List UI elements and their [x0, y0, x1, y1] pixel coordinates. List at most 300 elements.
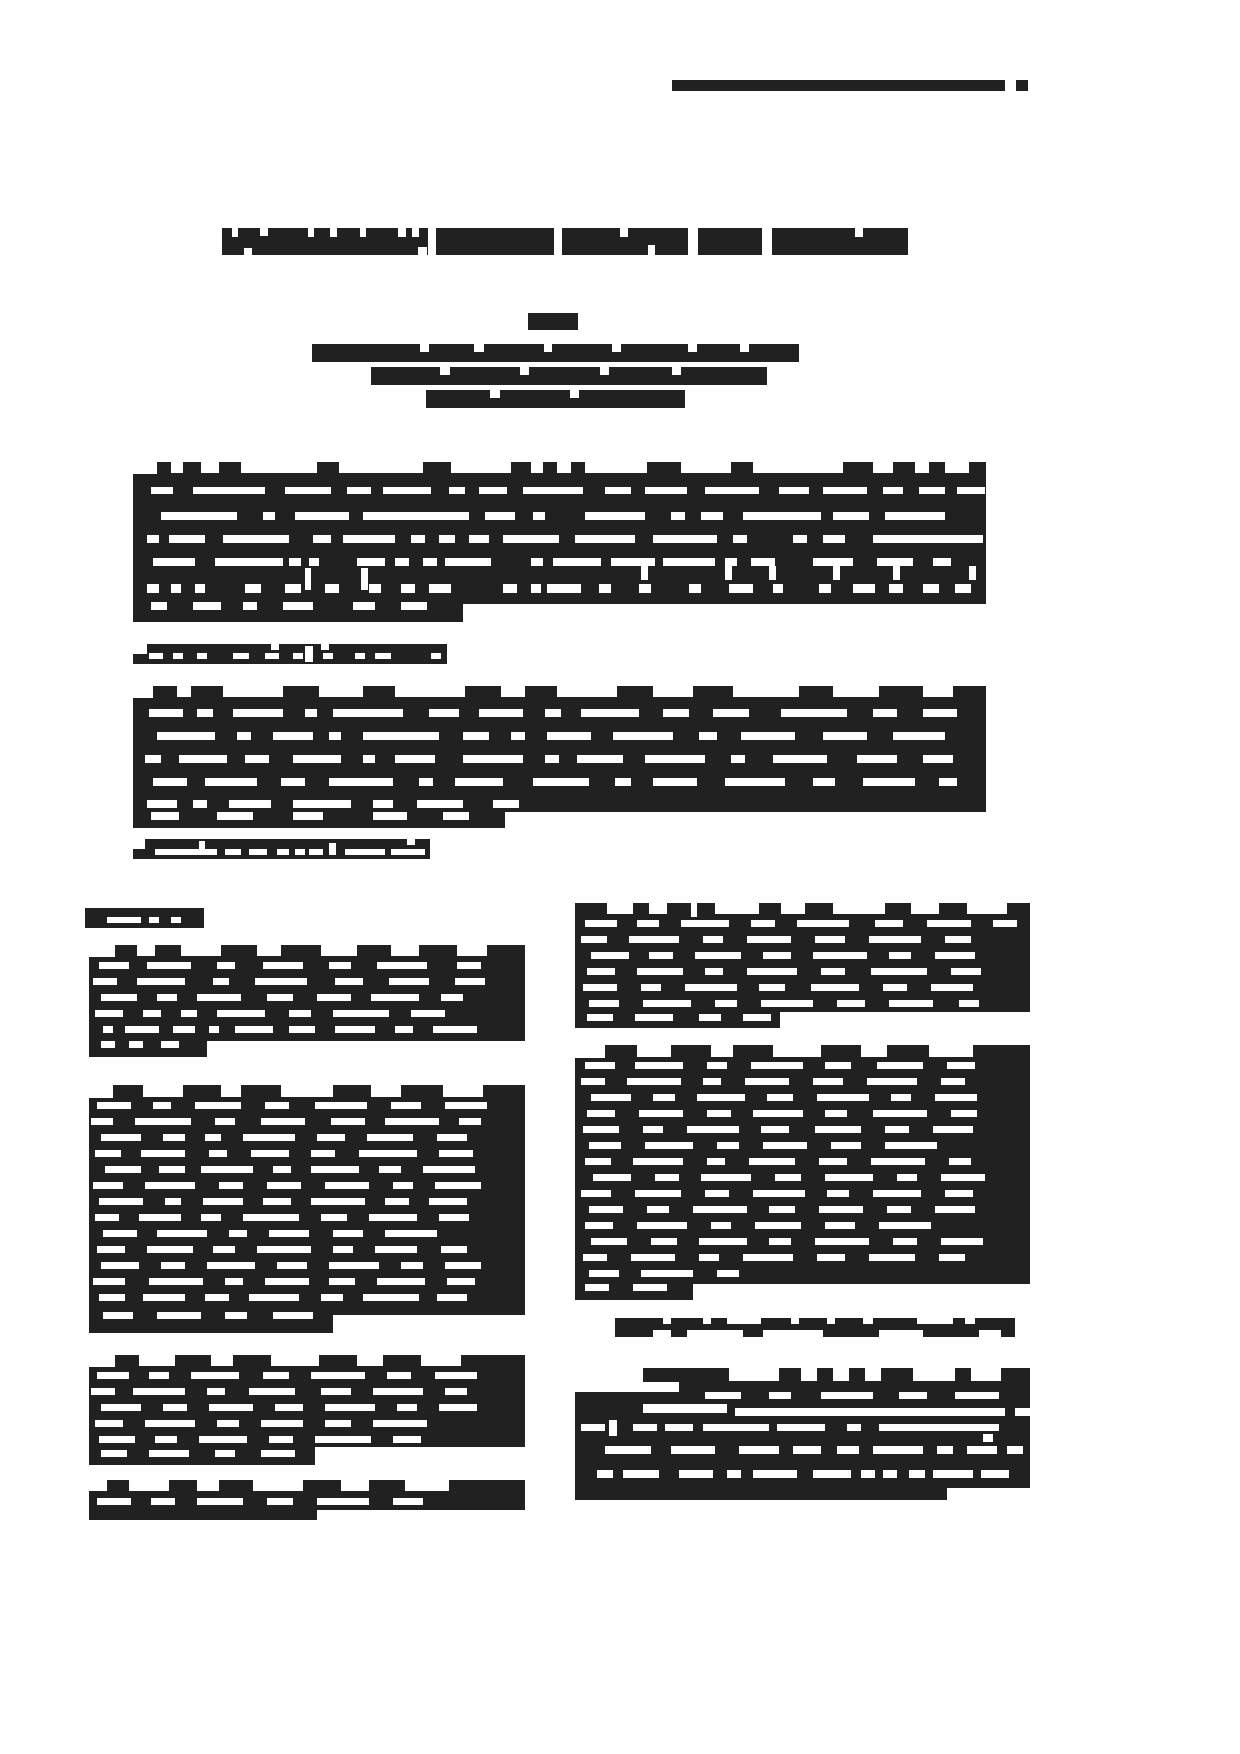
line-gap — [133, 839, 145, 849]
line-gap — [429, 709, 459, 717]
line-gap — [369, 1214, 417, 1221]
line-gap — [651, 1238, 677, 1245]
running-header — [0, 0, 1240, 110]
line-gap — [955, 1392, 999, 1399]
line-gap — [275, 1404, 303, 1411]
byline-notch-1 — [420, 344, 429, 352]
line-gap — [951, 1110, 977, 1117]
line-gap — [145, 755, 161, 763]
line-gap — [993, 920, 1017, 927]
line-gap — [811, 984, 859, 991]
line-gap — [99, 1436, 135, 1443]
line-gap — [501, 686, 525, 697]
line-gap — [161, 512, 237, 520]
line-gap — [385, 1198, 409, 1205]
line-gap — [181, 945, 221, 956]
line-gap — [217, 1010, 265, 1017]
left-section-heading — [85, 908, 204, 928]
line-gap — [689, 584, 701, 593]
line-gap — [277, 1262, 307, 1269]
line-gap — [599, 584, 611, 593]
line-gap — [317, 994, 351, 1001]
line-gap — [833, 903, 885, 914]
line-gap — [333, 1230, 363, 1237]
line-gap — [147, 584, 159, 593]
line-gap — [207, 1262, 255, 1269]
line-gap — [853, 584, 875, 593]
line-gap — [361, 568, 368, 590]
line-gap — [401, 602, 427, 610]
line-gap — [823, 535, 845, 543]
line-gap — [503, 584, 517, 593]
line-gap — [179, 755, 227, 763]
line-gap — [285, 487, 331, 494]
line-gap — [319, 686, 363, 697]
line-gap — [329, 732, 341, 740]
line-gap — [457, 962, 481, 969]
line-gap — [157, 1312, 201, 1319]
line-gap — [155, 1436, 177, 1443]
line-gap — [441, 994, 463, 1001]
abstract-paragraph-1 — [133, 462, 986, 622]
line-gap — [435, 1372, 477, 1379]
line-gap — [873, 462, 893, 473]
line-gap — [197, 1498, 243, 1505]
line-gap — [267, 1498, 293, 1505]
line-gap — [331, 1118, 365, 1125]
title-notch-3 — [308, 228, 314, 237]
line-gap — [371, 1085, 401, 1097]
line-gap — [389, 978, 429, 985]
line-gap — [635, 1190, 681, 1197]
line-gap — [909, 1470, 925, 1478]
abstract-paragraph-2 — [133, 686, 986, 828]
line-gap — [635, 1014, 673, 1021]
line-gap — [707, 1110, 731, 1117]
line-gap — [161, 1262, 185, 1269]
line-gap — [209, 1026, 219, 1033]
line-gap — [173, 1026, 195, 1033]
line-gap — [439, 1404, 477, 1411]
line-gap — [197, 994, 241, 1001]
line-gap — [733, 535, 747, 543]
line-gap — [103, 1230, 137, 1237]
line-gap — [703, 1318, 711, 1324]
abstract-keywords-2 — [133, 839, 430, 859]
line-gap — [885, 1142, 937, 1149]
line-gap — [485, 512, 515, 520]
line-gap — [715, 1000, 737, 1007]
line-gap — [873, 1446, 923, 1454]
line-gap — [445, 1262, 481, 1269]
line-gap — [793, 1446, 821, 1454]
line-gap — [243, 1134, 295, 1141]
line-gap — [281, 778, 305, 786]
line-gap — [257, 1246, 311, 1253]
line-gap — [147, 535, 159, 543]
line-gap — [293, 755, 341, 763]
line-gap — [819, 1158, 847, 1165]
line-gap — [645, 1142, 693, 1149]
line-gap — [273, 1312, 313, 1319]
line-gap — [321, 1294, 343, 1301]
line-gap — [335, 978, 363, 985]
line-gap — [663, 709, 689, 717]
line-gap — [609, 1420, 617, 1436]
line-gap — [101, 1404, 141, 1411]
line-gap — [419, 778, 433, 786]
line-gap — [801, 1368, 817, 1381]
line-gap — [923, 755, 953, 763]
line-gap — [729, 1368, 779, 1381]
paragraph-tail-gap — [693, 1284, 1030, 1302]
line-gap — [317, 1134, 345, 1141]
abstract-keywords-1 — [133, 644, 447, 664]
line-gap — [273, 1166, 291, 1173]
line-gap — [97, 1498, 131, 1505]
line-gap — [213, 1246, 235, 1253]
line-gap — [201, 1166, 253, 1173]
line-gap — [215, 558, 283, 566]
line-gap — [149, 1278, 203, 1285]
line-gap — [393, 1498, 423, 1505]
line-gap — [329, 843, 336, 855]
line-gap — [663, 558, 715, 566]
line-gap — [421, 1355, 461, 1366]
line-gap — [649, 903, 667, 914]
line-gap — [781, 709, 847, 717]
line-gap — [263, 512, 275, 520]
line-gap — [655, 1174, 679, 1181]
line-gap — [363, 1294, 419, 1301]
line-gap — [377, 962, 427, 969]
line-gap — [641, 1270, 693, 1277]
line-gap — [139, 1355, 175, 1366]
line-gap — [523, 487, 583, 494]
line-gap — [411, 1010, 445, 1017]
line-gap — [315, 1436, 371, 1443]
line-gap — [249, 1294, 299, 1301]
line-gap — [479, 709, 523, 717]
line-gap — [145, 1420, 195, 1427]
line-gap — [479, 487, 507, 494]
line-gap — [101, 1450, 127, 1457]
line-gap — [707, 1062, 727, 1069]
line-gap — [431, 653, 441, 659]
line-gap — [333, 1246, 353, 1253]
line-gap — [233, 709, 283, 717]
line-gap — [193, 602, 221, 610]
line-gap — [261, 1420, 303, 1427]
line-gap — [701, 1174, 751, 1181]
line-gap — [751, 558, 775, 566]
line-gap — [755, 1222, 801, 1229]
line-gap — [199, 1436, 247, 1443]
line-gap — [575, 535, 635, 543]
line-gap — [379, 1166, 401, 1173]
line-gap — [191, 1372, 239, 1379]
line-gap — [699, 1254, 719, 1261]
line-gap — [363, 755, 375, 763]
line-gap — [643, 1000, 691, 1007]
line-gap — [329, 1278, 355, 1285]
line-gap — [169, 535, 205, 543]
line-gap — [605, 1446, 651, 1454]
paragraph-tail-gap — [315, 1447, 525, 1467]
line-gap — [707, 1158, 725, 1165]
line-gap — [727, 1470, 741, 1478]
line-gap — [151, 812, 179, 820]
line-gap — [547, 732, 591, 740]
line-gap — [209, 1150, 227, 1157]
line-gap — [773, 755, 827, 763]
running-header-page-number-redaction — [1016, 80, 1028, 91]
line-gap — [825, 1110, 847, 1117]
line-gap — [769, 1392, 791, 1399]
line-gap — [163, 1134, 185, 1141]
line-gap — [193, 487, 265, 494]
line-gap — [129, 1041, 143, 1048]
line-gap — [445, 1102, 487, 1109]
left-column — [85, 900, 525, 1540]
byline-notch-11 — [490, 390, 500, 398]
line-gap — [897, 1174, 917, 1181]
line-gap — [957, 487, 985, 494]
line-gap — [705, 1392, 741, 1399]
line-gap — [545, 709, 561, 717]
line-gap — [103, 1312, 133, 1319]
line-gap — [715, 903, 759, 914]
title-notch-4 — [330, 228, 337, 237]
line-gap — [767, 1094, 793, 1101]
line-gap — [641, 566, 648, 580]
line-gap — [533, 778, 589, 786]
line-gap — [873, 1110, 927, 1117]
line-gap — [293, 812, 323, 820]
line-gap — [581, 1190, 611, 1197]
line-gap — [151, 1498, 175, 1505]
line-gap — [263, 1372, 289, 1379]
line-gap — [225, 1312, 247, 1319]
line-gap — [531, 558, 543, 566]
line-gap — [557, 462, 571, 473]
line-gap — [753, 1110, 803, 1117]
line-gap — [833, 1368, 849, 1381]
line-gap — [95, 1214, 119, 1221]
line-gap — [607, 903, 633, 914]
line-gap — [261, 1450, 295, 1457]
line-gap — [383, 487, 431, 494]
line-gap — [205, 1294, 229, 1301]
line-gap — [369, 584, 381, 593]
line-gap — [463, 732, 489, 740]
line-gap — [819, 584, 831, 593]
line-gap — [671, 1446, 715, 1454]
line-gap — [705, 968, 723, 975]
line-gap — [733, 686, 799, 697]
line-gap — [229, 800, 271, 808]
byline-notch-3 — [544, 344, 552, 352]
line-gap — [99, 962, 129, 969]
line-gap — [233, 653, 249, 659]
line-gap — [323, 653, 333, 659]
line-gap — [727, 1318, 761, 1324]
line-gap — [271, 644, 279, 650]
line-gap — [243, 602, 257, 610]
line-gap — [243, 1214, 299, 1221]
line-gap — [633, 1158, 683, 1165]
line-gap — [923, 709, 957, 717]
line-gap — [93, 1278, 125, 1285]
line-gap — [885, 1126, 909, 1133]
paragraph-tail-gap — [463, 604, 986, 622]
line-gap — [325, 1182, 369, 1189]
line-gap — [553, 558, 601, 566]
line-gap — [665, 1424, 693, 1431]
line-gap — [531, 462, 543, 473]
line-gap — [593, 1174, 631, 1181]
line-gap — [321, 945, 357, 956]
line-gap — [939, 778, 957, 786]
line-gap — [637, 1222, 687, 1229]
line-gap — [137, 978, 185, 985]
line-gap — [965, 1318, 975, 1324]
line-gap — [645, 487, 687, 494]
line-gap — [311, 1166, 359, 1173]
line-gap — [585, 920, 617, 927]
line-gap — [293, 800, 351, 808]
line-gap — [813, 1470, 851, 1478]
line-gap — [813, 1078, 843, 1085]
line-gap — [653, 535, 717, 543]
line-gap — [743, 1254, 793, 1261]
line-gap — [869, 1254, 915, 1261]
line-gap — [837, 1000, 865, 1007]
line-gap — [433, 1026, 477, 1033]
line-gap — [401, 584, 415, 593]
line-gap — [653, 1094, 675, 1101]
line-gap — [161, 1041, 179, 1048]
line-gap — [679, 1470, 713, 1478]
line-gap — [627, 1078, 681, 1085]
line-gap — [821, 968, 845, 975]
line-gap — [197, 653, 207, 659]
line-gap — [265, 653, 279, 659]
line-gap — [423, 558, 437, 566]
line-gap — [181, 1010, 197, 1017]
line-gap — [699, 1238, 747, 1245]
line-gap — [591, 1094, 631, 1101]
line-gap — [455, 978, 485, 985]
line-gap — [295, 512, 349, 520]
line-gap — [969, 566, 976, 580]
line-gap — [157, 732, 215, 740]
line-gap — [451, 462, 511, 473]
line-gap — [455, 778, 503, 786]
line-gap — [585, 1222, 613, 1229]
line-gap — [889, 952, 911, 959]
line-gap — [699, 1014, 721, 1021]
line-gap — [531, 584, 541, 593]
line-gap — [671, 512, 685, 520]
line-gap — [893, 1238, 917, 1245]
line-gap — [585, 462, 647, 473]
line-gap — [693, 1206, 747, 1213]
line-gap — [819, 1206, 863, 1213]
line-gap — [885, 512, 945, 520]
line-gap — [717, 1270, 739, 1277]
line-gap — [557, 686, 617, 697]
line-gap — [933, 558, 951, 566]
line-gap — [377, 1278, 425, 1285]
line-gap — [315, 1102, 367, 1109]
line-gap — [437, 1294, 467, 1301]
line-gap — [875, 920, 903, 927]
line-gap — [305, 568, 311, 590]
byline-notch-4 — [612, 344, 621, 352]
line-gap — [753, 1190, 805, 1197]
line-gap — [289, 1026, 315, 1033]
line-gap — [857, 755, 897, 763]
line-gap — [325, 584, 339, 593]
line-gap — [445, 1388, 467, 1395]
line-gap — [217, 962, 235, 969]
line-gap — [959, 1000, 979, 1007]
line-gap — [151, 487, 173, 494]
line-gap — [141, 1150, 185, 1157]
line-gap — [391, 1102, 421, 1109]
line-gap — [837, 1446, 859, 1454]
title-notch-10 — [620, 228, 628, 237]
line-gap — [265, 1102, 289, 1109]
line-gap — [305, 646, 313, 662]
line-gap — [253, 1480, 303, 1491]
byline-notch-9 — [600, 367, 609, 375]
line-gap — [637, 968, 683, 975]
line-gap — [217, 1420, 239, 1427]
line-gap — [545, 755, 559, 763]
line-gap — [283, 602, 313, 610]
running-header-text-redaction — [672, 80, 1005, 91]
line-gap — [935, 952, 975, 959]
line-gap — [777, 1424, 825, 1431]
paragraph-tail-gap — [947, 1488, 1030, 1502]
line-gap — [941, 1238, 983, 1245]
line-gap — [133, 686, 153, 698]
line-gap — [585, 1284, 609, 1291]
line-gap — [101, 1041, 115, 1048]
line-gap — [449, 487, 465, 494]
line-gap — [591, 952, 629, 959]
line-gap — [429, 584, 451, 593]
line-gap — [589, 1142, 621, 1149]
byline-notch-10 — [672, 367, 681, 375]
title-notch-8 — [244, 248, 252, 256]
line-gap — [353, 602, 375, 610]
line-gap — [867, 1078, 917, 1085]
line-gap — [401, 1262, 423, 1269]
line-gap — [917, 1318, 953, 1324]
line-gap — [681, 462, 731, 473]
line-gap — [469, 535, 489, 543]
line-gap — [445, 558, 491, 566]
line-gap — [385, 1118, 439, 1125]
line-gap — [329, 778, 393, 786]
line-gap — [699, 732, 717, 740]
line-gap — [215, 1118, 235, 1125]
line-gap — [443, 1085, 483, 1097]
line-gap — [407, 839, 415, 845]
